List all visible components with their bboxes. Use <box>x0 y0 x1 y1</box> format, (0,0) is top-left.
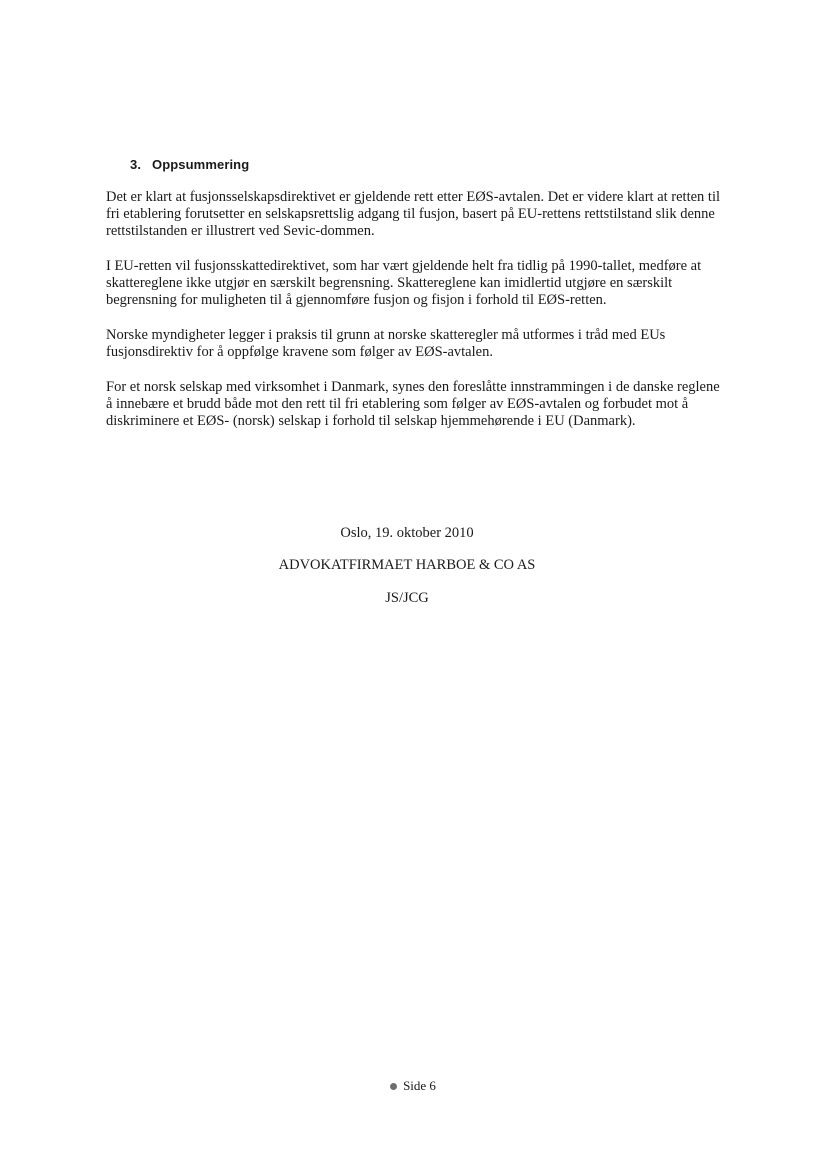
page-number: Side 6 <box>403 1078 436 1093</box>
signature-place-date: Oslo, 19. oktober 2010 <box>340 525 474 541</box>
page-footer <box>0 1078 826 1094</box>
section-number: 3. <box>130 157 142 172</box>
paragraph-3: Norske myndigheter legger i praksis til grunn at norske skatteregler må utformes i tråd med EUs fusjonsdirektiv for å oppfølge kravene som følger av EØS-avtalen. <box>106 327 666 360</box>
paragraph-2: I EU-retten vil fusjonsskattedirektivet, som har vært gjeldende helt fra tidlig på 1990-tallet, medføre at skattereglene ikke utgjør en særskilt begrensning. Skattereglene kan imidlertid utgjøre en særskilt begrensning for muligheten til å gjennomføre fusjon og fisjon i forhold til EØS-retten. <box>106 258 702 308</box>
paragraph-4: For et norsk selskap med virksomhet i Danmark, synes den foreslåtte innstrammingen i de danske reglene å innebære et brudd både mot den rett til fri etablering som følger av EØS-avtalen og forbudet mot å diskriminere et EØS- (norsk) selskap i forhold til selskap hjemmehørende i EU (Danmark). <box>106 379 720 429</box>
section-title: Oppsummering <box>152 157 250 172</box>
section-heading <box>130 157 249 172</box>
bullet-icon <box>390 1083 397 1090</box>
body-text <box>106 189 722 448</box>
paragraph-1: Det er klart at fusjonsselskapsdirektivet er gjeldende rett etter EØS-avtalen. Det er videre klart at retten til fri etablering forutsetter en selskapsrettslig adgang til fusjon, basert på EU-rettens rettstilstand slik denne rettstilstanden er illustrert ved Sevic-dommen. <box>106 189 720 239</box>
signature-firm: ADVOKATFIRMAET HARBOE & CO AS <box>278 557 536 573</box>
signature-initials: JS/JCG <box>385 590 429 606</box>
